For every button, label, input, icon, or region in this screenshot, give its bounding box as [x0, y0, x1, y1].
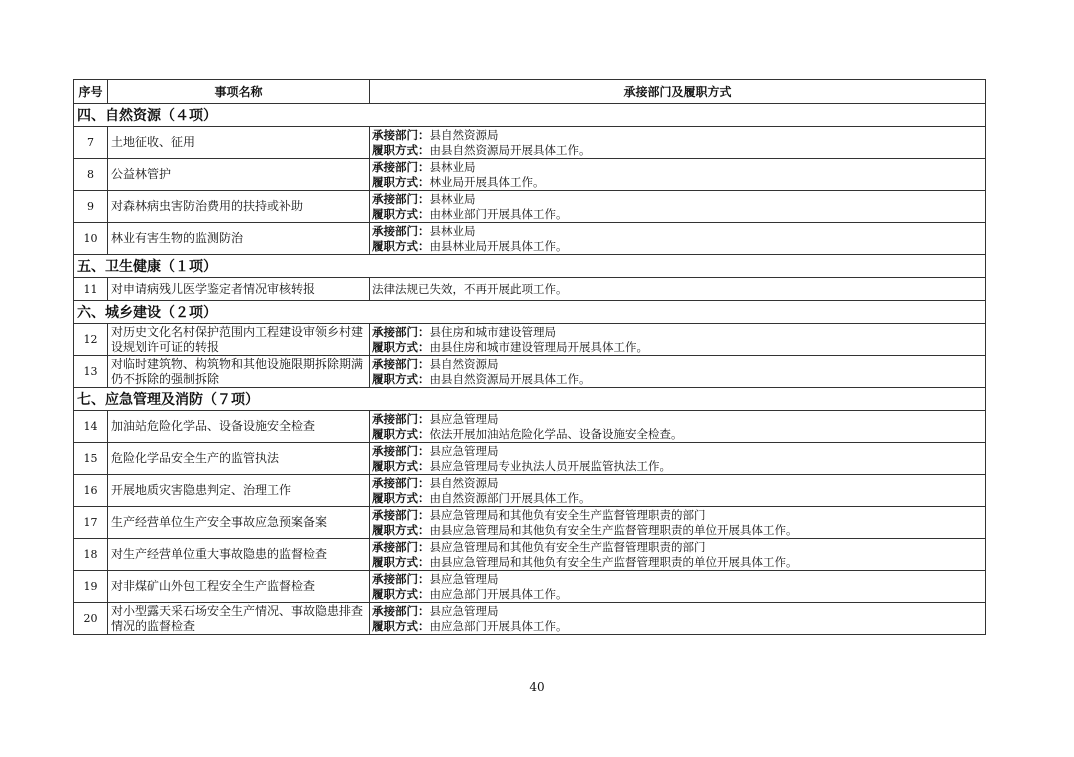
method-value: 由县林业局开展具体工作。 — [429, 238, 568, 253]
method-line — [372, 459, 985, 474]
dept-line — [372, 224, 985, 239]
row-item-name: 对小型露天采石场安全生产情况、事故隐患排查情况的监督检查 — [108, 603, 370, 635]
dept-line — [372, 540, 985, 555]
method-value: 由应急部门开展具体工作。 — [429, 618, 568, 633]
row-item-name: 土地征收、征用 — [108, 127, 370, 159]
table-body — [74, 104, 986, 635]
row-dept-cell — [370, 223, 986, 255]
method-value: 由县应急管理局和其他负有安全生产监督管理职责的单位开展具体工作。 — [429, 522, 798, 537]
method-line — [372, 523, 985, 538]
dept-value: 县应急管理局 — [429, 443, 499, 458]
dept-line — [372, 160, 985, 175]
row-number: 19 — [74, 571, 108, 603]
dept-key-label: 承接部门： — [372, 539, 430, 554]
section-row — [74, 255, 986, 278]
method-line — [372, 491, 985, 506]
method-key-label: 履职方式： — [372, 238, 430, 253]
row-dept-cell — [370, 191, 986, 223]
row-number: 14 — [74, 411, 108, 443]
row-number: 20 — [74, 603, 108, 635]
method-line — [372, 143, 985, 158]
row-item-name: 对临时建筑物、构筑物和其他设施限期拆除期满仍不拆除的强制拆除 — [108, 356, 370, 388]
row-dept-cell — [370, 278, 986, 301]
row-dept-cell — [370, 356, 986, 388]
method-line — [372, 340, 985, 355]
table-row — [74, 223, 986, 255]
section-title: 四、自然资源（４项） — [74, 104, 986, 127]
method-value: 由应急部门开展具体工作。 — [429, 586, 568, 601]
table-row — [74, 507, 986, 539]
table-row — [74, 603, 986, 635]
dept-value: 县应急管理局 — [429, 603, 499, 618]
method-value: 依法开展加油站危险化学品、设备设施安全检查。 — [429, 426, 683, 441]
dept-value: 县应急管理局 — [429, 571, 499, 586]
method-line — [372, 372, 985, 387]
dept-value: 县应急管理局和其他负有安全生产监督管理职责的部门 — [429, 507, 706, 522]
method-value: 由自然资源部门开展具体工作。 — [429, 490, 591, 505]
section-title: 六、城乡建设（２项） — [74, 301, 986, 324]
method-key-label: 履职方式： — [372, 522, 430, 537]
row-number: 18 — [74, 539, 108, 571]
row-dept-cell — [370, 324, 986, 356]
method-key-label: 履职方式： — [372, 490, 430, 505]
row-item-name: 对历史文化名村保护范围内工程建设审领乡村建设规划许可证的转报 — [108, 324, 370, 356]
row-dept-cell — [370, 411, 986, 443]
row-dept-cell — [370, 571, 986, 603]
row-item-name: 对申请病残儿医学鉴定者情况审核转报 — [108, 278, 370, 301]
method-value: 由县住房和城市建设管理局开展具体工作。 — [429, 339, 648, 354]
row-number: 17 — [74, 507, 108, 539]
method-key-label: 履职方式： — [372, 426, 430, 441]
table-row — [74, 159, 986, 191]
dept-value: 县林业局 — [429, 191, 476, 206]
row-dept-cell — [370, 539, 986, 571]
section-row — [74, 388, 986, 411]
table-row — [74, 324, 986, 356]
dept-key-label: 承接部门： — [372, 223, 430, 238]
method-value: 由林业部门开展具体工作。 — [429, 206, 568, 221]
dept-line — [372, 325, 985, 340]
method-key-label: 履职方式： — [372, 339, 430, 354]
row-item-name: 林业有害生物的监测防治 — [108, 223, 370, 255]
row-item-name: 开展地质灾害隐患判定、治理工作 — [108, 475, 370, 507]
dept-value: 县应急管理局和其他负有安全生产监督管理职责的部门 — [429, 539, 706, 554]
items-table — [73, 79, 986, 635]
table-row — [74, 443, 986, 475]
row-number: 11 — [74, 278, 108, 301]
table-row — [74, 411, 986, 443]
page-number: 40 — [529, 680, 545, 694]
row-item-name: 生产经营单位生产安全事故应急预案备案 — [108, 507, 370, 539]
dept-line — [372, 412, 985, 427]
dept-line — [372, 572, 985, 587]
row-dept-cell — [370, 507, 986, 539]
header-dept: 承接部门及履职方式 — [370, 80, 986, 104]
method-line — [372, 427, 985, 442]
table-row — [74, 475, 986, 507]
dept-key-label: 承接部门： — [372, 411, 430, 426]
row-dept-cell — [370, 443, 986, 475]
method-line — [372, 239, 985, 254]
method-key-label: 履职方式： — [372, 586, 430, 601]
dept-line — [372, 192, 985, 207]
method-value: 林业局开展具体工作。 — [429, 174, 545, 189]
dept-line — [372, 508, 985, 523]
dept-value: 县自然资源局 — [429, 127, 499, 142]
method-line — [372, 587, 985, 602]
table-row — [74, 571, 986, 603]
dept-key-label: 承接部门： — [372, 571, 430, 586]
dept-value: 县应急管理局 — [429, 411, 499, 426]
method-line — [372, 555, 985, 570]
method-key-label: 履职方式： — [372, 142, 430, 157]
section-row — [74, 104, 986, 127]
section-title: 五、卫生健康（１项） — [74, 255, 986, 278]
row-number: 13 — [74, 356, 108, 388]
dept-key-label: 承接部门： — [372, 127, 430, 142]
dept-key-label: 承接部门： — [372, 603, 430, 618]
dept-line — [372, 357, 985, 372]
row-item-name: 对生产经营单位重大事故隐患的监督检查 — [108, 539, 370, 571]
method-value: 由县应急管理局和其他负有安全生产监督管理职责的单位开展具体工作。 — [429, 554, 798, 569]
row-item-name: 对森林病虫害防治费用的扶持或补助 — [108, 191, 370, 223]
method-key-label: 履职方式： — [372, 618, 430, 633]
dept-line — [372, 476, 985, 491]
table-row — [74, 191, 986, 223]
method-key-label: 履职方式： — [372, 206, 430, 221]
table-row — [74, 356, 986, 388]
dept-line — [372, 604, 985, 619]
row-dept-cell — [370, 127, 986, 159]
dept-key-label: 承接部门： — [372, 443, 430, 458]
table-row — [74, 278, 986, 301]
dept-key-label: 承接部门： — [372, 356, 430, 371]
row-number: 9 — [74, 191, 108, 223]
dept-value: 县住房和城市建设管理局 — [429, 324, 556, 339]
header-name: 事项名称 — [108, 80, 370, 104]
dept-value: 县自然资源局 — [429, 356, 499, 371]
row-dept-cell — [370, 603, 986, 635]
dept-key-label: 承接部门： — [372, 475, 430, 490]
row-item-name: 加油站危险化学品、设备设施安全检查 — [108, 411, 370, 443]
row-number: 15 — [74, 443, 108, 475]
method-line — [372, 619, 985, 634]
table-row — [74, 539, 986, 571]
row-item-name: 对非煤矿山外包工程安全生产监督检查 — [108, 571, 370, 603]
header-num: 序号 — [74, 80, 108, 104]
method-key-label: 履职方式： — [372, 458, 430, 473]
dept-key-label: 承接部门： — [372, 159, 430, 174]
row-number: 12 — [74, 324, 108, 356]
method-value: 由县自然资源局开展具体工作。 — [429, 142, 591, 157]
dept-line — [372, 444, 985, 459]
dept-value: 县林业局 — [429, 223, 476, 238]
row-dept-cell — [370, 159, 986, 191]
row-note: 法律法规已失效，不再开展此项工作。 — [372, 281, 568, 296]
row-number: 10 — [74, 223, 108, 255]
row-dept-cell — [370, 475, 986, 507]
dept-key-label: 承接部门： — [372, 507, 430, 522]
table-header-row — [74, 80, 986, 104]
dept-value: 县自然资源局 — [429, 475, 499, 490]
document-table-wrapper — [73, 79, 985, 635]
table-row — [74, 127, 986, 159]
method-value: 县应急管理局专业执法人员开展监管执法工作。 — [429, 458, 671, 473]
row-number: 8 — [74, 159, 108, 191]
row-number: 7 — [74, 127, 108, 159]
row-item-name: 公益林管护 — [108, 159, 370, 191]
dept-value: 县林业局 — [429, 159, 476, 174]
dept-line — [372, 128, 985, 143]
method-line — [372, 207, 985, 222]
method-key-label: 履职方式： — [372, 371, 430, 386]
section-title: 七、应急管理及消防（７项） — [74, 388, 986, 411]
method-line — [372, 175, 985, 190]
method-key-label: 履职方式： — [372, 554, 430, 569]
dept-key-label: 承接部门： — [372, 191, 430, 206]
section-row — [74, 301, 986, 324]
row-item-name: 危险化学品安全生产的监管执法 — [108, 443, 370, 475]
method-value: 由县自然资源局开展具体工作。 — [429, 371, 591, 386]
dept-key-label: 承接部门： — [372, 324, 430, 339]
method-key-label: 履职方式： — [372, 174, 430, 189]
row-number: 16 — [74, 475, 108, 507]
